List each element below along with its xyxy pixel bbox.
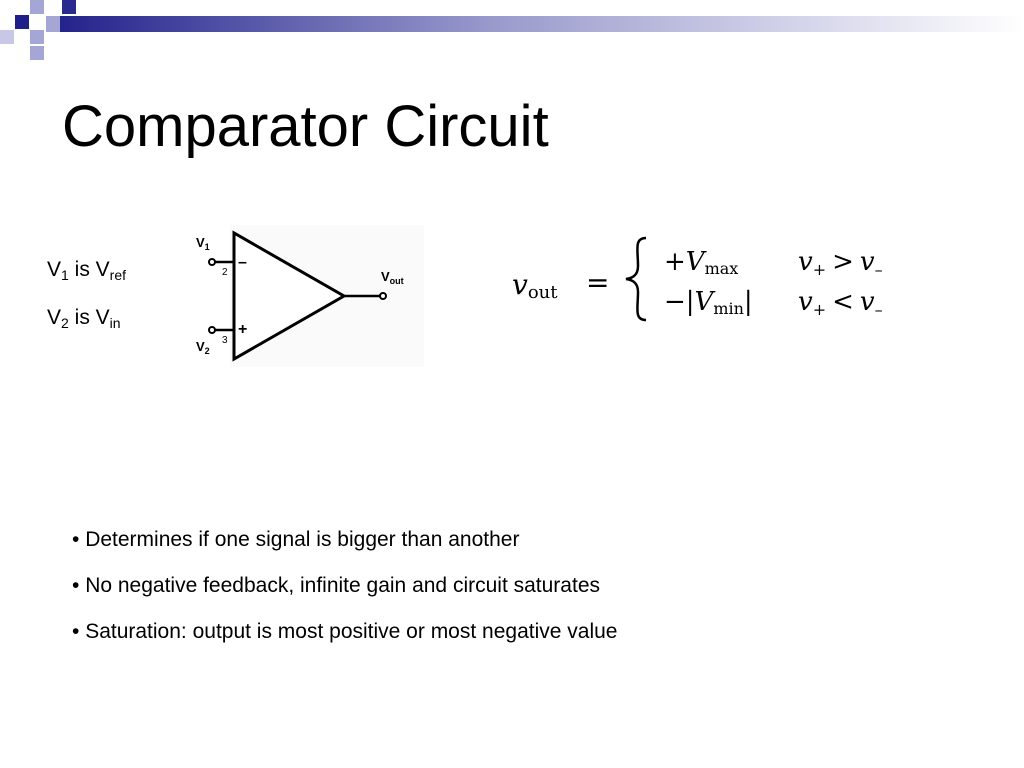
equation-lhs: vout [512,268,558,303]
equation-equals: = [586,266,610,299]
decor-square-dark [15,15,29,29]
decor-square-light [30,46,44,60]
bullet-item: • No negative feedback, infinite gain and circuit saturates [72,574,617,597]
header-decoration [0,0,1024,64]
bullet-item: • Determines if one signal is bigger than another [72,528,617,551]
case2-value: −|Vmin| [664,287,753,318]
decor-square-light [30,0,44,14]
definition-v2: $V_2$ is $V_{in}$ [47,306,121,331]
terminal-inverting [209,259,215,265]
input1-label: $V_1$ [196,235,210,252]
pin-2-label: 2 [222,267,228,278]
header-gradient-bar [46,16,1024,32]
decor-square-light [30,30,44,44]
minus-sign: – [238,254,247,271]
decor-square-light [46,16,60,32]
op-amp-diagram [190,225,424,367]
output-label: $V_{out}$ [381,269,404,286]
slide-title: Comparator Circuit [62,94,549,159]
definition-v1: $V_1$ is $V_{ref}$ [47,258,126,283]
plus-sign: + [238,321,248,338]
case2-condition: v+ < v– [798,287,883,319]
terminal-output [380,293,386,299]
comparator-equation [508,228,918,328]
terminal-noninverting [209,327,215,333]
bullet-list [72,528,617,666]
input2-label: $V_2$ [196,339,210,356]
pin-3-label: 3 [222,335,228,346]
bullet-item: • Saturation: output is most positive or most negative value [72,620,617,643]
brace [626,238,646,320]
decor-square-light [0,30,14,44]
case1-condition: v+ > v– [798,247,883,279]
decor-square-dark [62,0,76,14]
case1-value: +Vmax [664,247,739,278]
